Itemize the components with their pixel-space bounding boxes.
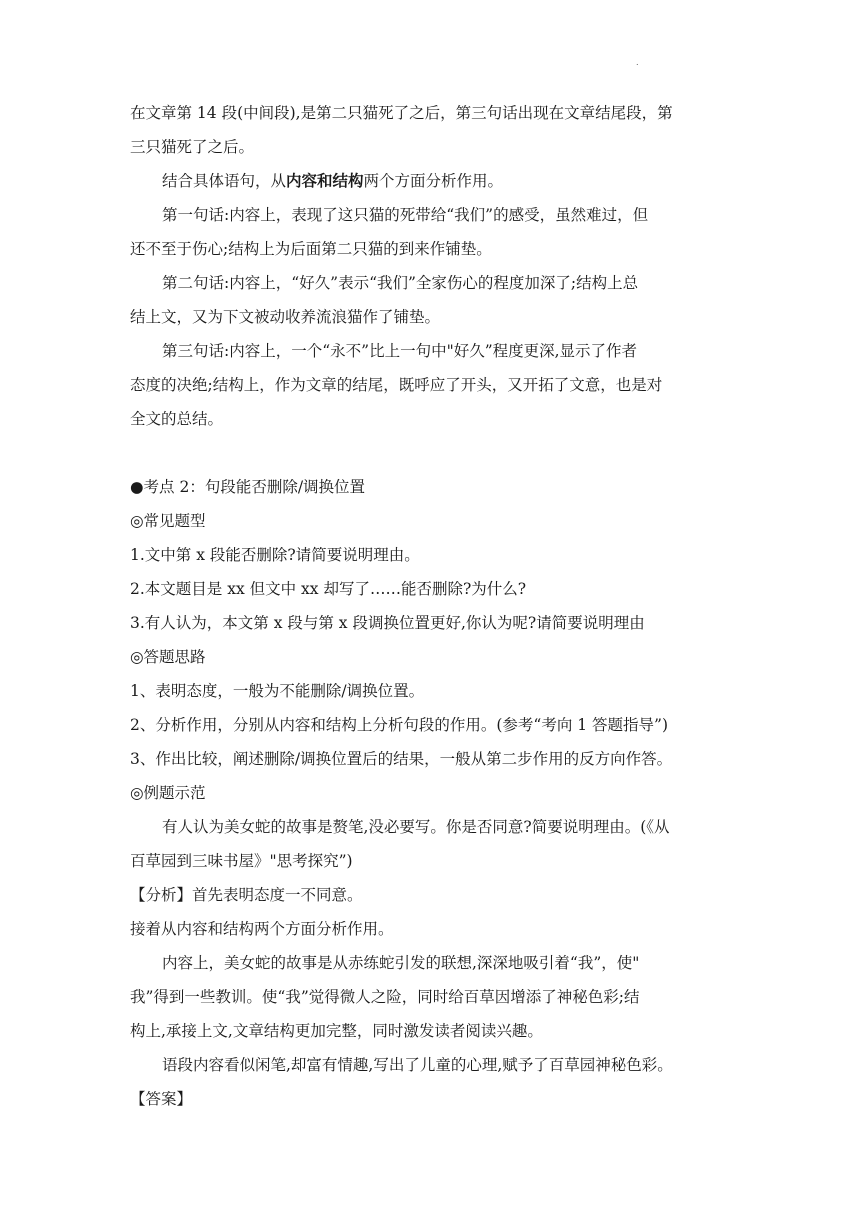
subheading: ◎常见题型 xyxy=(130,512,206,530)
paragraph-line: 在文章第 14 段(中间段),是第二只猫死了之后，第三句话出现在文章结尾段，第 xyxy=(130,104,673,122)
paragraph-line: 有人认为美女蛇的故事是赘笔,没必要写。你是否同意?简要说明理由。(《从 xyxy=(162,818,670,836)
paragraph-line: 全文的总结。 xyxy=(130,410,224,428)
paragraph-line: 第一句话:内容上，表现了这只猫的死带给“我们”的感受，虽然难过，但 xyxy=(162,206,649,224)
paragraph-line: 我”得到一些教训。使“我”觉得微人之险，同时给百草因增添了神秘色彩;结 xyxy=(130,988,640,1006)
text-span: 结合具体语句，从 xyxy=(162,172,287,190)
paragraph-line: 构上,承接上文,文章结构更加完整，同时激发读者阅读兴趣。 xyxy=(130,1022,543,1040)
document-page xyxy=(130,96,730,1116)
subheading: ◎答题思路 xyxy=(130,648,206,666)
bold-text: 内容和结构 xyxy=(286,171,364,190)
section-heading: ●考点 2：句段能否删除/调换位置 xyxy=(130,478,366,496)
paragraph-line: 还不至于伤心;结构上为后面第二只猫的到来作铺垫。 xyxy=(130,240,492,258)
paragraph-line: 结上文，又为下文被动收养流浪猫作了铺垫。 xyxy=(130,308,441,326)
paragraph-line: 第三句话:内容上，一个“永不”比上一句中"好久”程度更深,显示了作者 xyxy=(162,342,638,360)
top-mark: . xyxy=(636,58,639,67)
subheading: ◎例题示范 xyxy=(130,784,206,802)
spacer xyxy=(130,436,730,470)
text-span: 两个方面分析作用。 xyxy=(363,172,504,190)
paragraph-line: 态度的决绝;结构上，作为文章的结尾，既呼应了开头，又开拓了文意，也是对 xyxy=(130,376,663,394)
analysis-line xyxy=(130,878,730,912)
answer-label: 【答案】 xyxy=(130,1090,193,1108)
paragraph-line xyxy=(130,164,730,198)
paragraph-line: 第二句话:内容上，“好久”表示“我们”全家伤心的程度加深了;结构上总 xyxy=(162,274,639,292)
analysis-label: 【分析】 xyxy=(130,886,193,904)
paragraph-line: 百草园到三味书屋》"思考探究”) xyxy=(130,852,353,870)
list-item: 1、表明态度，一般为不能删除/调换位置。 xyxy=(130,682,425,700)
list-item: 2、分析作用，分别从内容和结构上分析句段的作用。(参考“考向 1 答题指导”) xyxy=(130,716,669,734)
list-item: 1.文中第 x 段能否删除?请简要说明理由。 xyxy=(130,546,420,564)
list-item: 3、作出比较，阐述删除/调换位置后的结果，一般从第二步作用的反方向作答。 xyxy=(130,750,673,768)
paragraph-line: 内容上，美女蛇的故事是从赤练蛇引发的联想,深深地吸引着“我”，使" xyxy=(162,954,640,972)
paragraph-line: 接着从内容和结构两个方面分析作用。 xyxy=(130,920,394,938)
analysis-text: 首先表明态度一不同意。 xyxy=(192,886,363,904)
paragraph-line: 三只猫死了之后。 xyxy=(130,138,255,156)
list-item: 2.本文题目是 xx 但文中 xx 却写了……能否删除?为什么? xyxy=(130,580,527,598)
list-item: 3.有人认为，本文第 x 段与第 x 段调换位置更好,你认为呢?请简要说明理由 xyxy=(130,614,645,632)
paragraph-line: 语段内容看似闲笔,却富有情趣,写出了儿童的心理,赋予了百草园神秘色彩。 xyxy=(162,1056,673,1074)
